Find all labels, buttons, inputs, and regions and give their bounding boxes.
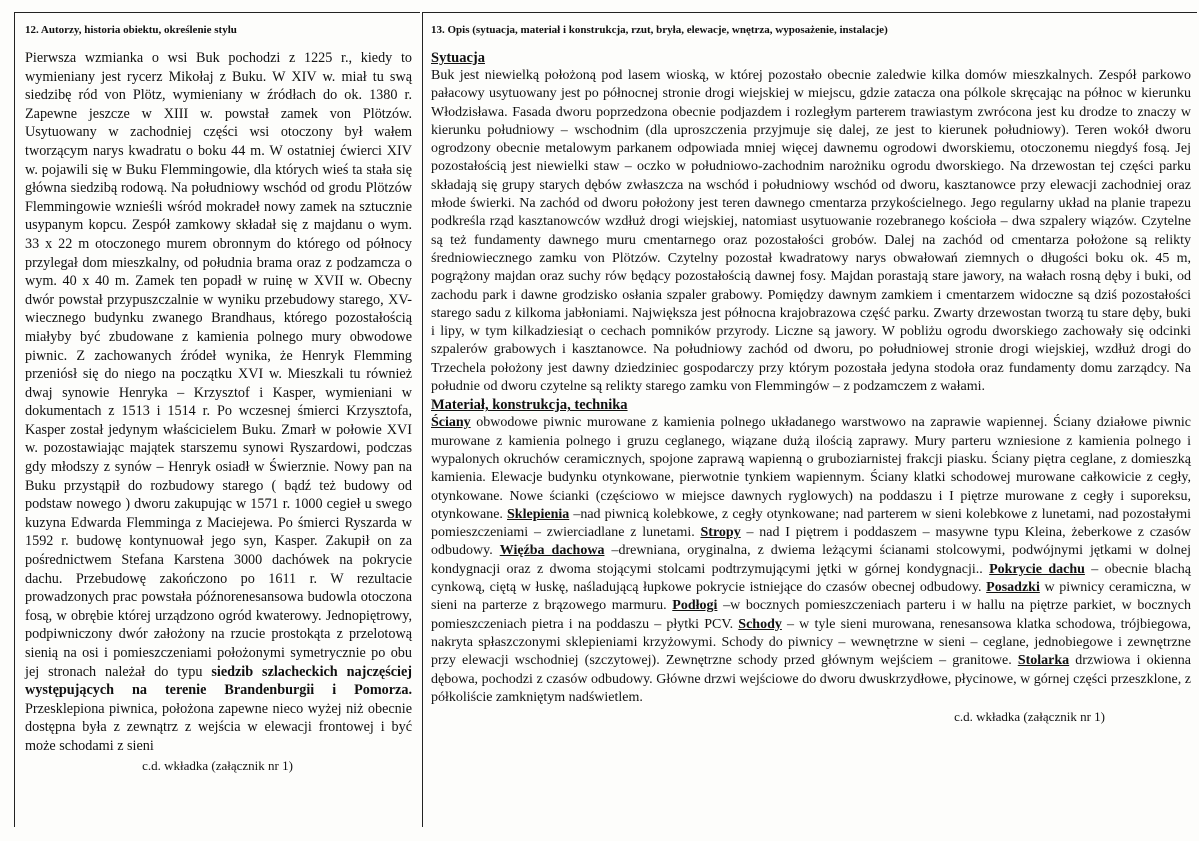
section-heading-sytuacja: Sytuacja bbox=[431, 50, 485, 66]
sytuacja-paragraph: Buk jest niewielką położoną pod lasem wioską, w której pozostało obecnie zaledwie kilka domów mieszkalnych. Zespół parkowo pałacowy usytuowany jest po północnej stronie drogi wiejskiej w miejscu, gdzie zatacza ona pólkole skręcając na północ w kierunku Włodzisława. Fasada dworu poprzedzona obecnie podjazdem i rozległym parterem trawiastym zwrócona jest ku drodze to znaczy w kierunku południowy – wschodnim (dla uproszczenia przyjmuje się dalej, ze jest to kierunek południowy). Teren wokół dworu ogrodzony obecnie metalowym parkanem odpowiada mniej więcej dawnemu ogrodowi dworskiemu, otoczonemu niegdyś fosą. Jej pozostałością jest niewielki staw – oczko w południowo-zachodnim narożniku ogrodu dworskiego. Na drzewostan tej części parku składają się grupy starych dębów zwłaszcza na wschód i południowy wschód od dworu, kasztanowce przy elewacji zachodniej oraz młode świerki. Na zachód od dworu położony jest teren dawnego cmentarza przykościelnego. Jego regularny układ na planie trapezu podkreśla rząd kasztanowców wzdłuż drogi wiejskiej, natomiast usytuowanie rozebranego kościoła – dwa szpalery wiązów. Czytelne są też fundamenty dawnego muru cmentarnego oraz pozostałości grobów. Dalej na zachód od cmentarza położone są relikty średniowiecznego zamku von Plötzów. Czytelny pozostał kwadratowy narys obwałowań ziemnych o długości boku ok. 45 m, pogrążony majdan oraz suchy rów będący pozostałością dawnej fosy. Majdan porastają stare jawory, na wałach rosną dęby i buki, od zachodu park i dawne grodzisko osłania szpaler grabowy. Pomiędzy dawnym zamkiem i cmentarzem widoczne są dziś pozostałości starego sadu z kilkoma jabłoniami. Największa jest północna krajobrazowa część parku. Zwarty drzewostan tworzą tu stare dęby, buki i lipy, w tym kilkadziesiąt o cechach pomników przyrody. Liczne są jawory. W pobliżu ogrodu dworskiego zachowały się odcinki szpalerów grabowych i kasztanowce. Na południowy zachód od dworu, po południowej stronie drogi wiejskiej, wzdłuż drogi do Trzechela położony jest dawny dziedziniec gospodarczy przy którym pozostała jedyna stodoła oraz fundamenty domu zarządcy. Na południe od dworu czytelne są relikty starego zamku von Flemmingów – z podzamczem z wałami. bbox=[431, 68, 1191, 395]
history-text-part-1: Pierwsza wzmianka o wsi Buk pochodzi z 1225 r., kiedy to wymieniany jest rycerz Mikołaj z Buku. W XIV w. miał tu swą siedzibę ród von Plötz, wymieniany w źródłach do ok. 1380 r. Zapewne jeszcze w XIII w. powstał zamek von Plötzów. Usytuowany w zachodniej części wsi otoczony był wałem tworzącym narys kwadratu o boku 44 m. W ostatniej ćwierci XIV w. pojawili się w Buku Flemmingowie, dla których wieś ta stała się główna siedzibą rodową. Na południowy wschód od grodu Plötzów Flemmingowie wznieśli wśród mokradeł nowy zamek na sztucznie usypanym kopcu. Zespół zamkowy składał się z majdanu o wym. 33 x 22 m otoczonego murem obronnym do którego od północy przylegał dom mieszkalny, od południa brama oraz z podzamcza o wym. 40 x 40 m. Zamek ten popadł w ruinę w XVII w. Obecny dwór powstał przypuszczalnie w wyniku przebudowy starego, XV-wiecznego budynku zwanego Brandhaus, którego pozostałością miałyby być zbudowane z kamienia polnego mury obwodowe piwnic. Z zachowanych źródeł wynika, że Henryk Flemming przeniósł się do niego na początku XVI w. Mieszkali tu również dwaj synowie Henryka – Krzysztof i Kasper, wymieniani w dokumentach z 1513 i 1514 r. Po wczesnej śmierci Krzysztofa, Kasper został jedynym właścicielem Buku. Zmarł w połowie XVI w. pozostawiając majątek starszemu synowi Ryszardowi, podczas gdy młodszy z synów – Henryk osiadł w Świerznie. Nowy pan na Buku przystąpił do rozbudowy starego ( bądź też budowy od podstaw nowego ) dworu zakupując w 1571 r. 1000 cegieł u swego kuzyna Edwarda Flemminga z Maciejewa. Po śmierci Ryszarda w 1592 r. budowę kontynuował jego syn, Kasper. Zakupił on za pośrednictwem Stefana Karstena 3000 dachówek na pokrycie dachu. Przebudowę zakończono po 1611 r. W rezultacie prowadzonych prac powstała późnorenesansowa budowla otoczona fosą, w obrębie której urządzono ogród kwaterowy. Jednopiętrowy, podpiwniczony dwór założony na rzucie prostokąta z przelotową sienią na osi i pomieszczeniami położonymi symetrycznie po obu jej stronach należał do typu bbox=[25, 50, 412, 680]
text-sciany: obwodowe piwnic murowane z kamienia polnego układanego warstwowo na zaprawie wapiennej. Ściany działowe piwnic murowane z kamienia polnego i gruzu ceglanego, wiązane dużą ilością zaprawy. Mury parteru wzniesione z kamienia polnego i wypalonych okruchów ceramicznych, spojone zaprawą wapienną o gruboziarnistej frakcji piasku. Ściany piętra ceglane, z domieszką kamienia. Elewacje budynku otynkowane, pierwotnie tynkiem wapiennym. Ściany klatki schodowej murowane całkowicie z cegły, otynkowane. Nowe ścianki (częściowo w miejsce dawnych ryglowych) na poddaszu i I piętrze murowane z cegły i suporeksu, otynkowane. bbox=[431, 415, 1191, 522]
heading-stolarka: Stolarka bbox=[1017, 653, 1070, 669]
description-column-header: 13. Opis (sytuacja, materiał i konstrukcja, rzut, bryła, elewacje, wnętrza, wyposażenie, instalacje) bbox=[431, 24, 888, 36]
description-text bbox=[431, 49, 1191, 707]
history-text bbox=[21, 49, 414, 756]
text-stolarka: drzwiowa i okienna dębowa, pochodzi z czasów odbudowy. Główne drzwi wejściowe do dworu dwuskrzydłowe, płycinowe, w górnej części przeszklone, z półkoliście zamkniętym nadświetlem. bbox=[431, 653, 1191, 705]
heading-pokrycie: Pokrycie dachu bbox=[989, 561, 1085, 577]
history-column-header: 12. Autorzy, historia obiektu, określenie stylu bbox=[25, 24, 237, 36]
text-wiezba: –drewniana, oryginalna, z dwiema leżącymi ścianami stolcowymi, podwójnymi jętkami w dolnej kondygnacji oraz z dwoma stojącymi stolcami podtrzymującymi jętki w górnej kondygnacji.. bbox=[431, 543, 1192, 577]
history-paragraph bbox=[25, 49, 412, 756]
text-stropy: – nad I piętrem i poddaszem – masywne typu Kleina, żeberkowe z czasów odbudowy. bbox=[431, 525, 1191, 559]
heading-posadzki: Posadzki bbox=[986, 580, 1040, 596]
heading-stropy: Stropy bbox=[700, 525, 741, 541]
history-column bbox=[14, 12, 420, 827]
history-bold-phrase: siedzib szlacheckich najczęściej występujących na terenie Brandenburgii i Pomorza. bbox=[25, 663, 412, 699]
heading-sklepienia: Sklepienia bbox=[507, 506, 570, 522]
heading-schody: Schody bbox=[738, 616, 782, 632]
history-continuation-note: c.d. wkładka (załącznik nr 1) bbox=[142, 757, 293, 773]
text-pokrycie: – obecnie blachą cynkową, ciętą w łuskę, naśladującą łupkowe pokrycie istniejące do czasów obecnej odbudowy. bbox=[431, 561, 1192, 596]
section-heading-material: Materiał, konstrukcja, technika bbox=[431, 397, 628, 414]
text-podlogi: –w bocznych pomieszczeniach parteru i w hallu na piętrze parkiet, w bocznych pomieszczeniach pietra i na poddaszu – płytki PCV. bbox=[431, 598, 1191, 632]
heading-sciany: Ściany bbox=[431, 415, 471, 431]
text-schody: – w tyle sieni murowana, renesansowa klatka schodowa, trójbiegowa, nakryta spłaszczonymi sklepieniami krzyżowymi. Schody do piwnicy – wewnętrzne w sieni – ceglane, jednobiegowe i zewnętrzne przy elewacji wschodniej (szczytowej). Zewnętrzne schody przed głównym wejściem – granitowe. bbox=[431, 616, 1191, 669]
heading-wiezba: Więźba dachowa bbox=[499, 543, 605, 559]
text-posadzki: w piwnicy ceramiczna, w sieni na parterze z brązowego marmuru. bbox=[431, 580, 1191, 614]
material-paragraph bbox=[431, 414, 1191, 707]
heading-podlogi: Podłogi bbox=[672, 598, 718, 614]
description-column bbox=[422, 12, 1197, 827]
history-text-part-2: Przesklepiona piwnica, położona zapewne nieco wyżej niż obecnie dostępna była z zewnątrz z wejścia w elewacji frontowej i być może schodami z sieni bbox=[25, 700, 412, 754]
text-sklepienia: –nad piwnicą kolebkowe, z cegły otynkowane; nad parterem w sieni kolebkowe z lunetami, nad pozostałymi pomieszczeniami – zwierciadlane z lunetami. bbox=[431, 506, 1191, 541]
description-continuation-note: c.d. wkładka (załącznik nr 1) bbox=[954, 709, 1105, 725]
